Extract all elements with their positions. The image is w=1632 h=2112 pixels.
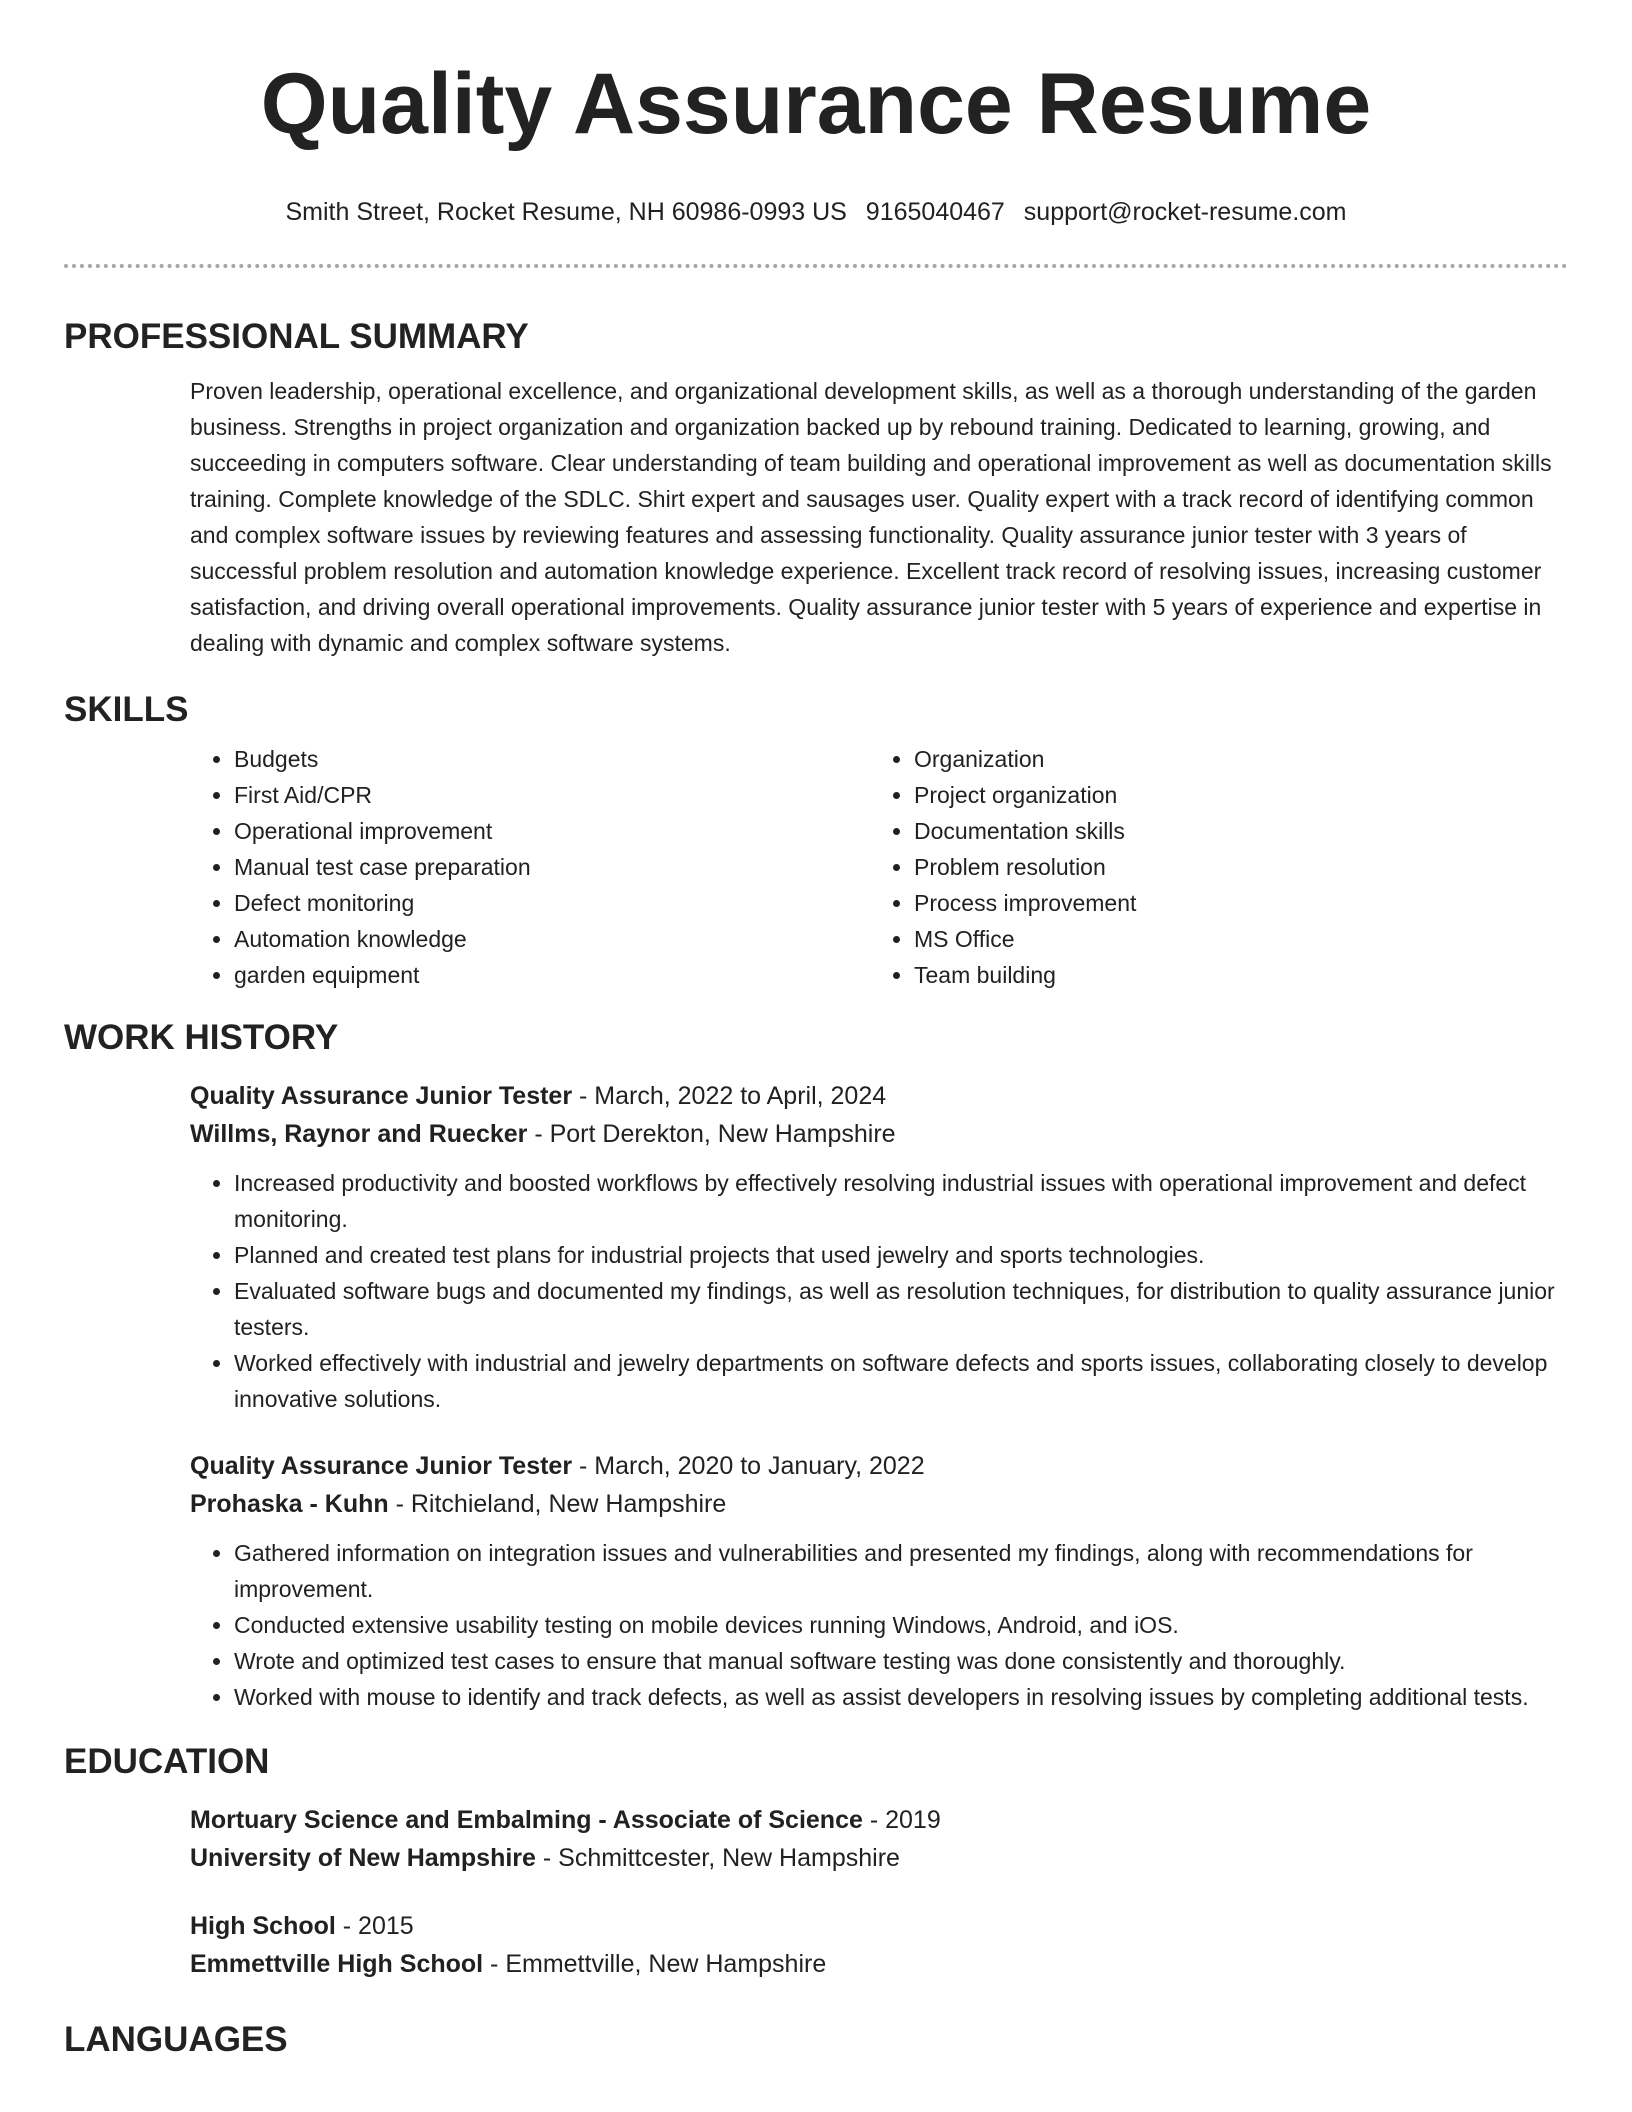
- job-company: Willms, Raynor and Ruecker: [190, 1120, 528, 1148]
- education-year: - 2019: [862, 1806, 941, 1834]
- education-entry: [190, 1801, 1568, 1877]
- skill-item: • Project organization: [914, 777, 1550, 813]
- education-degree: High School: [190, 1912, 336, 1940]
- job-bullets: [190, 1165, 1568, 1417]
- resume-page: [64, 0, 1568, 2061]
- skill-item: • Operational improvement: [234, 813, 870, 849]
- job-bullet: • Gathered information on integration issues and vulnerabilities and presented my findings, along with recommendations for improvement.: [234, 1535, 1568, 1607]
- contact-phone: 9165040467: [865, 198, 1005, 226]
- skill-item: • Team building: [914, 957, 1550, 993]
- skill-item: • Documentation skills: [914, 813, 1550, 849]
- skill-item: • Manual test case preparation: [234, 849, 870, 885]
- job-bullet: • Worked with mouse to identify and track defects, as well as assist developers in resolving issues by completing additional tests.: [234, 1679, 1568, 1715]
- job-company-line: [190, 1115, 1568, 1153]
- skill-item: • Organization: [914, 741, 1550, 777]
- resume-title: Quality Assurance Resume: [260, 56, 1372, 152]
- skill-item: • Problem resolution: [914, 849, 1550, 885]
- job-location: - Port Derekton, New Hampshire: [527, 1120, 896, 1148]
- job-title-line: [190, 1447, 1568, 1485]
- job-entry: [190, 1077, 1568, 1417]
- work-history-heading: WORK HISTORY: [64, 1018, 339, 1057]
- education-school: Emmettville High School: [190, 1950, 484, 1978]
- education-degree-line: [190, 1801, 1568, 1839]
- skill-item: • First Aid/CPR: [234, 777, 870, 813]
- languages-heading: LANGUAGES: [64, 2020, 288, 2059]
- job-role: Quality Assurance Junior Tester: [190, 1452, 573, 1480]
- job-bullet: • Wrote and optimized test cases to ensure that manual software testing was done consistently and thoroughly.: [234, 1643, 1568, 1679]
- education-location: - Emmettville, New Hampshire: [483, 1950, 827, 1978]
- job-entry: [190, 1447, 1568, 1715]
- skill-item: • Process improvement: [914, 885, 1550, 921]
- education-school-line: [190, 1945, 1568, 1983]
- education-degree: Mortuary Science and Embalming - Associate of Science: [190, 1806, 863, 1834]
- job-title-line: [190, 1077, 1568, 1115]
- education-entry: [190, 1907, 1568, 1983]
- skills-column-right: [870, 741, 1550, 993]
- skill-item: • Defect monitoring: [234, 885, 870, 921]
- education-degree-line: [190, 1907, 1568, 1945]
- education-year: - 2015: [335, 1912, 414, 1940]
- summary-section: [190, 373, 1568, 661]
- education-section: [190, 1801, 1568, 1983]
- education-school-line: [190, 1839, 1568, 1877]
- education-location: - Schmittcester, New Hampshire: [535, 1844, 900, 1872]
- contact-address: Smith Street, Rocket Resume, NH 60986-0993 US: [285, 198, 847, 226]
- education-heading: EDUCATION: [64, 1742, 270, 1781]
- job-dates: - March, 2022 to April, 2024: [572, 1082, 887, 1110]
- skill-item: • MS Office: [914, 921, 1550, 957]
- job-company: Prohaska - Kuhn: [190, 1490, 389, 1518]
- work-history-section: [190, 1077, 1568, 1715]
- skill-item: • Automation knowledge: [234, 921, 870, 957]
- job-bullet: • Conducted extensive usability testing on mobile devices running Windows, Android, and iOS.: [234, 1607, 1568, 1643]
- job-dates: - March, 2020 to January, 2022: [572, 1452, 925, 1480]
- header-divider: [64, 264, 1568, 268]
- job-bullets: [190, 1535, 1568, 1715]
- job-location: - Ritchieland, New Hampshire: [388, 1490, 727, 1518]
- job-company-line: [190, 1485, 1568, 1523]
- job-role: Quality Assurance Junior Tester: [190, 1082, 573, 1110]
- job-bullet: • Increased productivity and boosted workflows by effectively resolving industrial issues with operational improvement and defect monitoring.: [234, 1165, 1568, 1237]
- summary-heading: PROFESSIONAL SUMMARY: [64, 317, 529, 356]
- contact-line: [64, 197, 1568, 227]
- contact-email: support@rocket-resume.com: [1023, 198, 1347, 226]
- skills-list: [190, 741, 1568, 993]
- education-school: University of New Hampshire: [190, 1844, 536, 1872]
- summary-text: Proven leadership, operational excellence, and organizational development skills, as well as a thorough understanding of the garden business. Strengths in project organization and organization backed up by rebound training. Dedicated to learning, growing, and succeeding in computers software. Clear understanding of team building and operational improvement as well as documentation skills training. Complete knowledge of the SDLC. Shirt expert and sausages user. Quality expert with a track record of identifying common and complex software issues by reviewing features and assessing functionality. Quality assurance junior tester with 3 years of successful problem resolution and automation knowledge experience. Excellent track record of resolving issues, increasing customer satisfaction, and driving overall operational improvements. Quality assurance junior tester with 5 years of experience and expertise in dealing with dynamic and complex software systems.: [190, 378, 1552, 656]
- skills-heading: SKILLS: [64, 690, 189, 729]
- job-bullet: • Evaluated software bugs and documented my findings, as well as resolution techniques, for distribution to quality assurance junior testers.: [234, 1273, 1568, 1345]
- skill-item: • Budgets: [234, 741, 870, 777]
- skill-item: • garden equipment: [234, 957, 870, 993]
- job-bullet: • Worked effectively with industrial and jewelry departments on software defects and sports issues, collaborating closely to develop innovative solutions.: [234, 1345, 1568, 1417]
- skills-column-left: [190, 741, 870, 993]
- job-bullet: • Planned and created test plans for industrial projects that used jewelry and sports technologies.: [234, 1237, 1568, 1273]
